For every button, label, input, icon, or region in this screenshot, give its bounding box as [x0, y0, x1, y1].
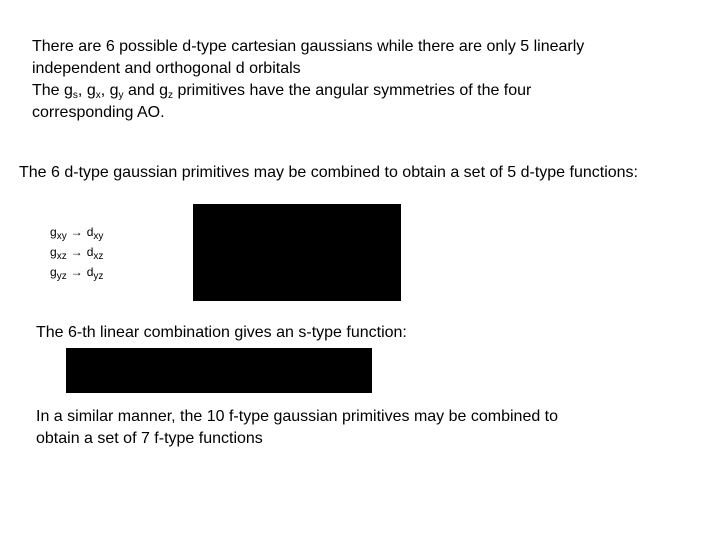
- right-arrow-icon: →: [70, 245, 83, 259]
- intro-line-4: corresponding AO.: [32, 104, 165, 121]
- subscript-z: z: [168, 90, 173, 101]
- d-mapping-list: [50, 222, 103, 282]
- mapping-g-sub: xy: [56, 231, 67, 242]
- right-arrow-icon: →: [70, 225, 83, 239]
- right-arrow-icon: →: [70, 265, 83, 279]
- mapping-row-xy: [50, 222, 103, 242]
- intro-paragraph: [32, 36, 584, 124]
- mapping-row-yz: [50, 262, 103, 282]
- intro-line-3-suffix: primitives have the angular symmetries of the four: [173, 82, 532, 99]
- intro-line-3-sep1: , g: [77, 82, 96, 99]
- f-type-line-1: In a similar manner, the 10 f-type gaussian primitives may be combined to: [36, 408, 559, 425]
- mapping-g: g: [50, 265, 57, 279]
- subscript-x: x: [95, 90, 101, 101]
- subscript-s: s: [72, 90, 78, 101]
- mapping-g-sub: xz: [56, 251, 67, 262]
- mapping-d: d: [86, 245, 94, 259]
- mapping-g: g: [50, 245, 57, 259]
- mapping-d-sub: xy: [93, 231, 104, 242]
- equation-image-placeholder: [193, 204, 401, 301]
- intro-line-3: [32, 80, 584, 102]
- mapping-d-sub: xz: [93, 251, 104, 262]
- f-type-paragraph: [36, 406, 558, 450]
- sixth-combination-statement: The 6-th linear combination gives an s-type function:: [36, 324, 407, 341]
- s-function-equation-placeholder: [66, 348, 372, 393]
- f-type-line-2: obtain a set of 7 f-type functions: [36, 430, 263, 447]
- intro-line-2: independent and orthogonal d orbitals: [32, 60, 301, 77]
- intro-line-3-sep3: and g: [123, 82, 168, 99]
- subscript-y: y: [118, 90, 124, 101]
- combine-statement: The 6 d-type gaussian primitives may be combined to obtain a set of 5 d-type functions:: [19, 164, 638, 181]
- intro-line-3-sep2: , g: [100, 82, 119, 99]
- mapping-d: d: [86, 265, 94, 279]
- intro-line-3-prefix: The g: [32, 82, 73, 99]
- mapping-g-sub: yz: [56, 271, 67, 282]
- mapping-d: d: [86, 225, 94, 239]
- mapping-g: g: [50, 225, 57, 239]
- mapping-d-sub: yz: [93, 271, 104, 282]
- mapping-row-xz: [50, 242, 103, 262]
- intro-line-1: There are 6 possible d-type cartesian gaussians while there are only 5 linearly: [32, 38, 585, 55]
